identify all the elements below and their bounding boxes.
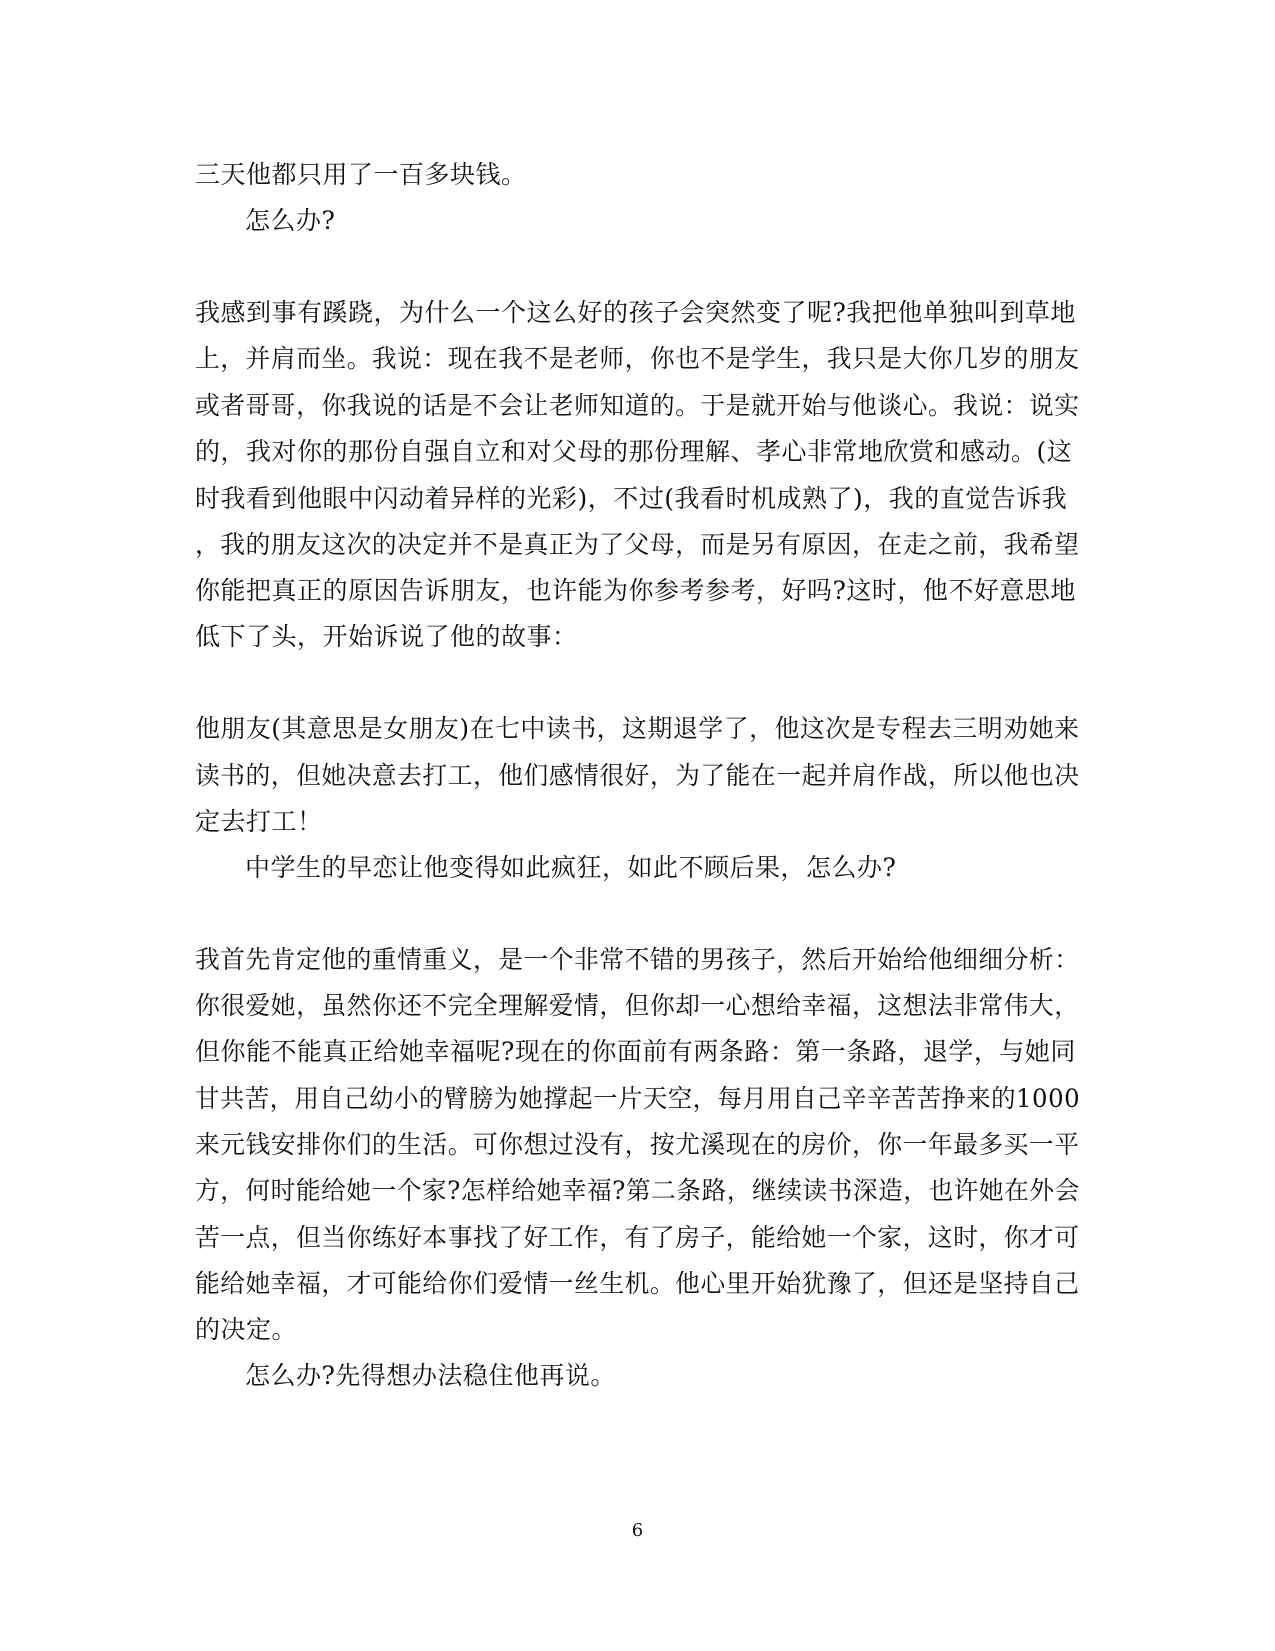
text-line: 但你能不能真正给她幸福呢?现在的你面前有两条路：第一条路，退学，与她同 xyxy=(195,1037,1076,1066)
text-line: 定去打工！ xyxy=(195,807,323,836)
text-line: 怎么办? xyxy=(245,206,336,235)
text-line: 或者哥哥，你我说的话是不会让老师知道的。于是就开始与他谈心。我说：说实 xyxy=(195,391,1080,420)
text-line: 苦一点，但当你练好本事找了好工作，有了房子，能给她一个家，这时，你才可 xyxy=(195,1223,1080,1252)
text-line: 怎么办?先得想办法稳住他再说。 xyxy=(245,1361,616,1390)
text-line: 我感到事有蹊跷，为什么一个这么好的孩子会突然变了呢?我把他单独叫到草地 xyxy=(195,298,1076,327)
text-line: 低下了头，开始诉说了他的故事： xyxy=(195,622,578,651)
text-line: 他朋友(其意思是女朋友)在七中读书，这期退学了，他这次是专程去三明劝她来 xyxy=(195,714,1080,743)
text-line: 上，并肩而坐。我说：现在我不是老师，你也不是学生，我只是大你几岁的朋友 xyxy=(195,344,1080,373)
text-line: 中学生的早恋让他变得如此疯狂，如此不顾后果，怎么办? xyxy=(245,853,897,882)
page-number: 6 xyxy=(631,1520,644,1541)
text-line: 的，我对你的那份自强自立和对父母的那份理解、孝心非常地欣赏和感动。(这 xyxy=(195,437,1073,466)
text-line: ，我的朋友这次的决定并不是真正为了父母，而是另有原因，在走之前，我希望 xyxy=(195,530,1080,559)
text-line: 时我看到他眼中闪动着异样的光彩)，不过(我看时机成熟了)，我的直觉告诉我 xyxy=(195,484,1068,513)
text-line: 来元钱安排你们的生活。可你想过没有，按尤溪现在的房价，你一年最多买一平 xyxy=(195,1130,1080,1159)
text-line: 方，何时能给她一个家?怎样给她幸福?第二条路，继续读书深造，也许她在外会 xyxy=(195,1176,1080,1205)
text-line: 甘共苦，用自己幼小的臂膀为她撑起一片天空，每月用自己辛辛苦苦挣来的1000 xyxy=(195,1084,1081,1113)
text-line: 你很爱她，虽然你还不完全理解爱情，但你却一心想给幸福，这想法非常伟大， xyxy=(195,991,1080,1020)
text-line: 我首先肯定他的重情重义，是一个非常不错的男孩子，然后开始给他细细分析： xyxy=(195,945,1080,974)
text-line: 读书的，但她决意去打工，他们感情很好，为了能在一起并肩作战，所以他也决 xyxy=(195,761,1080,790)
text-line: 的决定。 xyxy=(195,1315,298,1344)
text-line: 能给她幸福，才可能给你们爱情一丝生机。他心里开始犹豫了，但还是坚持自己 xyxy=(195,1269,1080,1298)
text-line: 三天他都只用了一百多块钱。 xyxy=(195,160,527,189)
text-line: 你能把真正的原因告诉朋友，也许能为你参考参考，好吗?这时，他不好意思地 xyxy=(195,576,1076,605)
